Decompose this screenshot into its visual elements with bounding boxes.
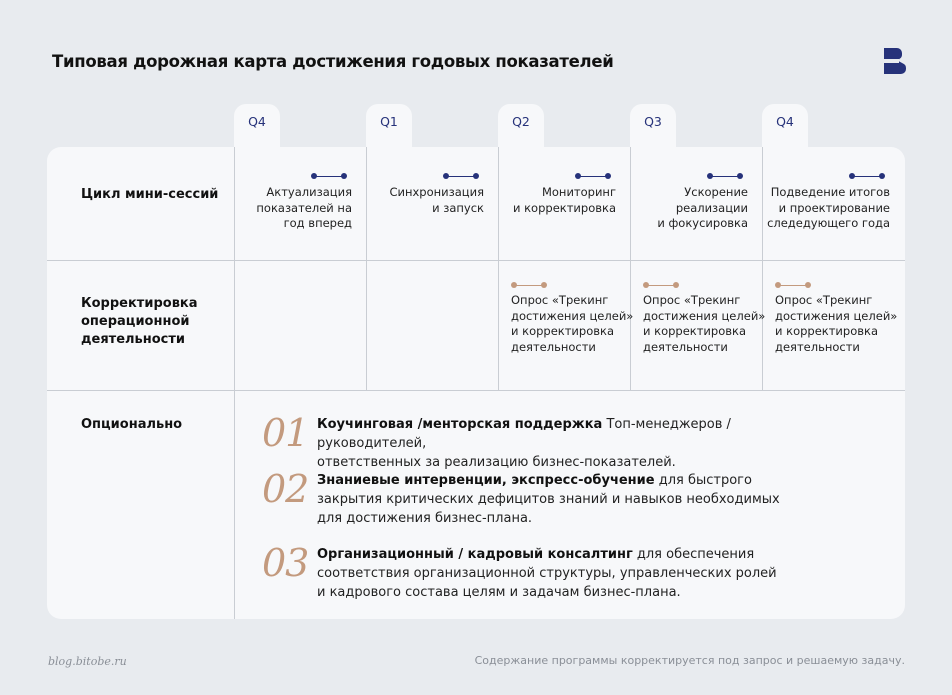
row-label-optional: Опционально bbox=[81, 417, 183, 432]
correction-cell: Опрос «Трекинг достижения целей» и корректировка деятельности bbox=[775, 293, 898, 354]
correction-cell: Опрос «Трекинг достижения целей» и корректировка деятельности bbox=[643, 293, 766, 354]
logo-icon bbox=[884, 48, 906, 74]
row-label-mini-sessions: Цикл мини-сессий bbox=[81, 187, 219, 202]
quarter-tab-q4: Q4 bbox=[762, 104, 808, 154]
quarter-tab-q3: Q3 bbox=[630, 104, 676, 154]
timeline-marker bbox=[511, 282, 547, 288]
timeline-marker bbox=[311, 173, 347, 179]
timeline-marker bbox=[775, 282, 811, 288]
footer-site: blog.bitobe.ru bbox=[48, 655, 127, 668]
mini-session-cell: Мониторинг и корректировка bbox=[512, 185, 616, 215]
optional-item-number: 01 bbox=[262, 411, 309, 455]
optional-item-text: Знаниевые интервенции, экспресс-обучение для быстрого закрытия критических дефицитов знаний и навыков необходимых для достижения бизнес-плана. bbox=[317, 473, 780, 526]
timeline-marker bbox=[849, 173, 885, 179]
correction-cell: Опрос «Трекинг достижения целей» и корректировка деятельности bbox=[511, 293, 634, 354]
optional-item-text: Коучинговая /менторская поддержка Топ-менеджеров / руководителей, ответственных за реализацию бизнес-показателей. bbox=[317, 417, 731, 470]
timeline-marker bbox=[643, 282, 679, 288]
mini-session-cell: Актуализация показателей на год вперед bbox=[256, 185, 352, 230]
column-divider bbox=[366, 147, 367, 390]
mini-session-cell: Синхронизация и запуск bbox=[389, 185, 484, 215]
quarter-tab-q2: Q2 bbox=[498, 104, 544, 154]
page-title: Типовая дорожная карта достижения годовых показателей bbox=[52, 52, 614, 71]
row-divider bbox=[47, 390, 905, 391]
optional-item-number: 02 bbox=[262, 467, 309, 511]
timeline-marker bbox=[707, 173, 743, 179]
optional-item-number: 03 bbox=[262, 541, 309, 585]
row-divider bbox=[47, 260, 905, 261]
row-label-correction: Корректировка операционной деятельности bbox=[81, 296, 198, 347]
column-divider bbox=[498, 147, 499, 390]
timeline-marker bbox=[575, 173, 611, 179]
footer-note: Содержание программы корректируется под запрос и решаемую задачу. bbox=[474, 654, 905, 667]
mini-session-cell: Ускорение реализации и фокусировка bbox=[657, 185, 748, 230]
quarter-tab-q1: Q1 bbox=[366, 104, 412, 154]
quarter-tab-q4-prev: Q4 bbox=[234, 104, 280, 154]
mini-session-cell: Подведение итогов и проектирование следедующего года bbox=[767, 185, 890, 230]
optional-item-text: Организационный / кадровый консалтинг для обеспечения соответствия организационной структуры, управленческих ролей и кадрового состава целям и задачам бизнес-плана. bbox=[317, 547, 777, 600]
timeline-marker bbox=[443, 173, 479, 179]
